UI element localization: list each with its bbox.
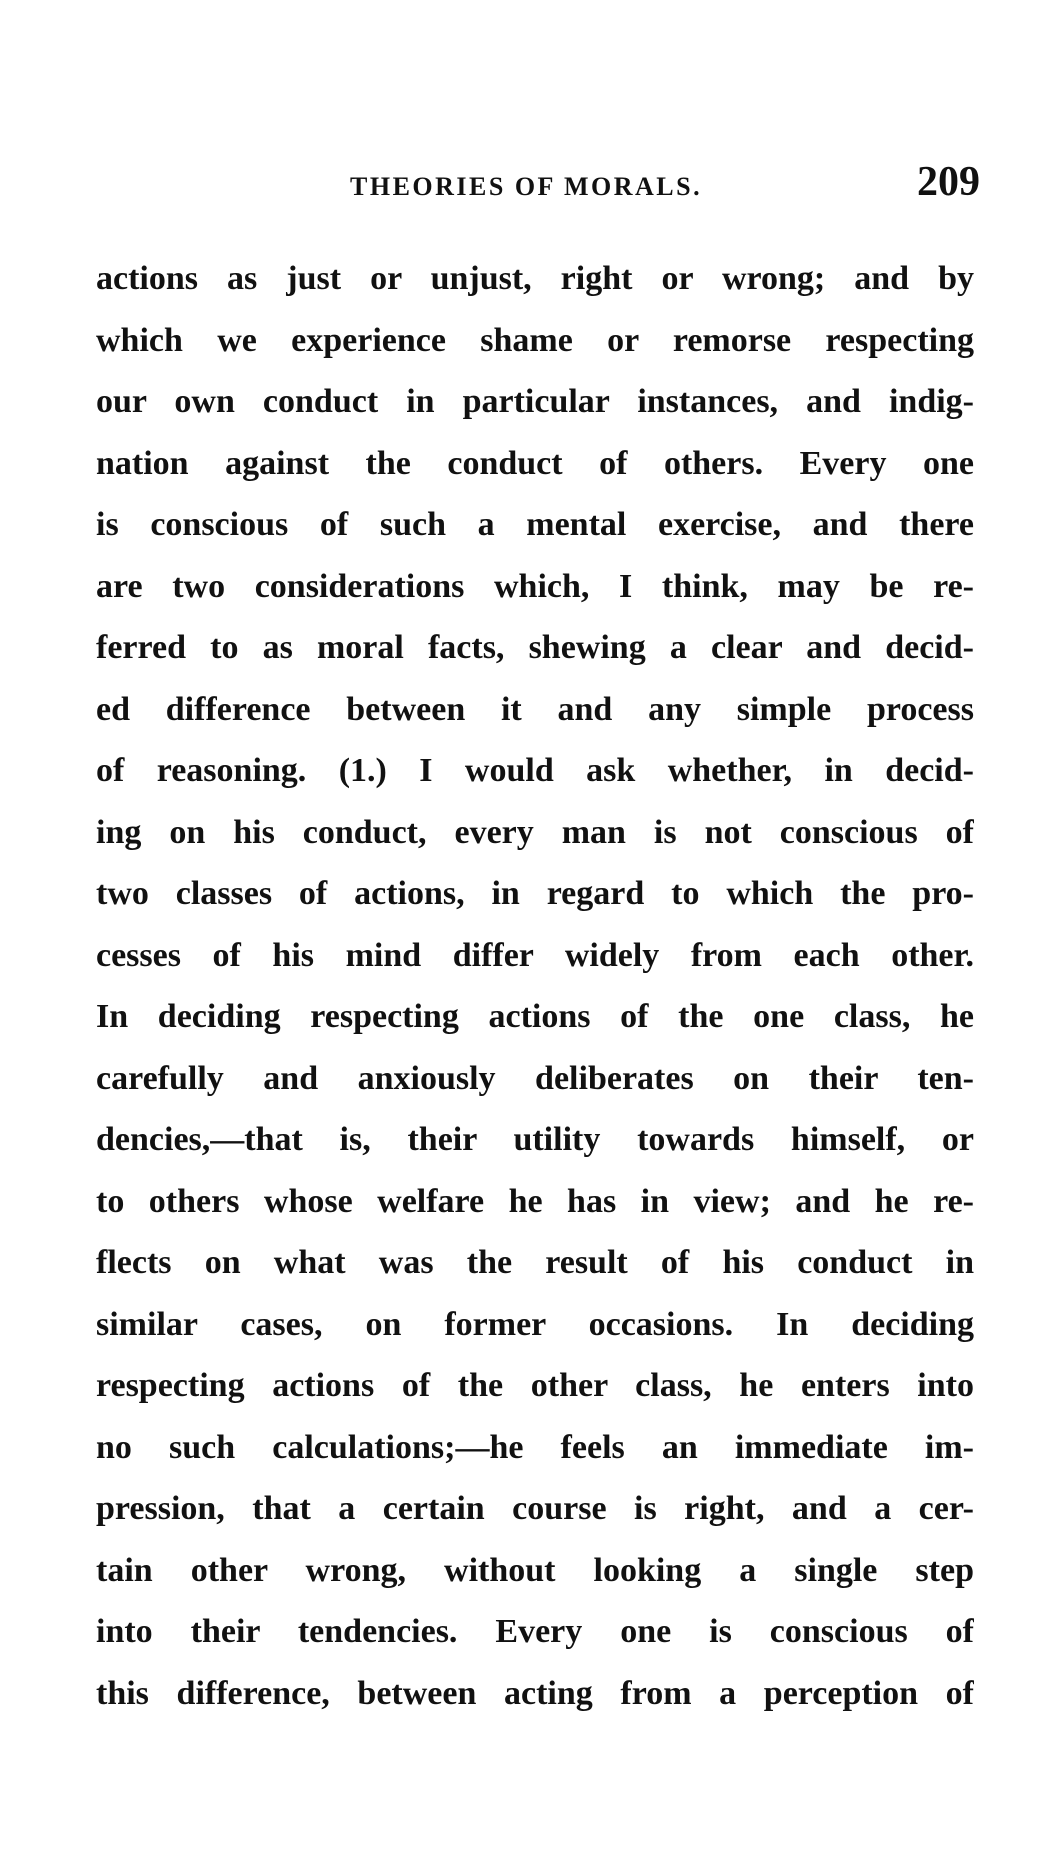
text-line: similar cases, on former occasions. In deciding [96,1305,974,1343]
text-line: carefully and anxiously deliberates on their ten- [96,1059,974,1097]
text-line: In deciding respecting actions of the one class, he [96,998,974,1035]
text-line: this difference, between acting from a perception of [96,1674,974,1712]
body-text [96,248,974,1724]
text-line: of reasoning. (1.) I would ask whether, in decid- [96,752,974,789]
text-line: which we experience shame or remorse respecting [96,321,974,359]
text-line: are two considerations which, I think, may be re- [96,567,974,605]
running-title: THEORIES OF MORALS. [350,172,703,201]
text-line: respecting actions of the other class, he enters into [96,1367,974,1404]
page-number: 209 [917,159,980,205]
text-line: into their tendencies. Every one is conscious of [96,1613,974,1650]
text-line: two classes of actions, in regard to which the pro- [96,875,974,912]
text-line: pression, that a certain course is right, and a cer- [96,1490,974,1527]
text-line: ed difference between it and any simple process [96,690,974,728]
text-line: tain other wrong, without looking a single step [96,1551,974,1589]
text-line: no such calculations;—he feels an immediate im- [96,1428,974,1466]
text-line: to others whose welfare he has in view; and he re- [96,1182,974,1220]
text-line: ferred to as moral facts, shewing a clear and decid- [96,629,974,666]
text-line: nation against the conduct of others. Every one [96,444,974,482]
text-line: ing on his conduct, every man is not conscious of [96,813,974,851]
text-line: is conscious of such a mental exercise, and there [96,506,974,543]
text-line: cesses of his mind differ widely from each other. [96,936,974,974]
text-line: dencies,—that is, their utility towards himself, or [96,1121,974,1158]
running-head [100,158,980,208]
text-line: flects on what was the result of his conduct in [96,1244,974,1281]
text-line: actions as just or unjust, right or wrong; and by [96,260,974,297]
text-line: our own conduct in particular instances, and indig- [96,383,974,420]
